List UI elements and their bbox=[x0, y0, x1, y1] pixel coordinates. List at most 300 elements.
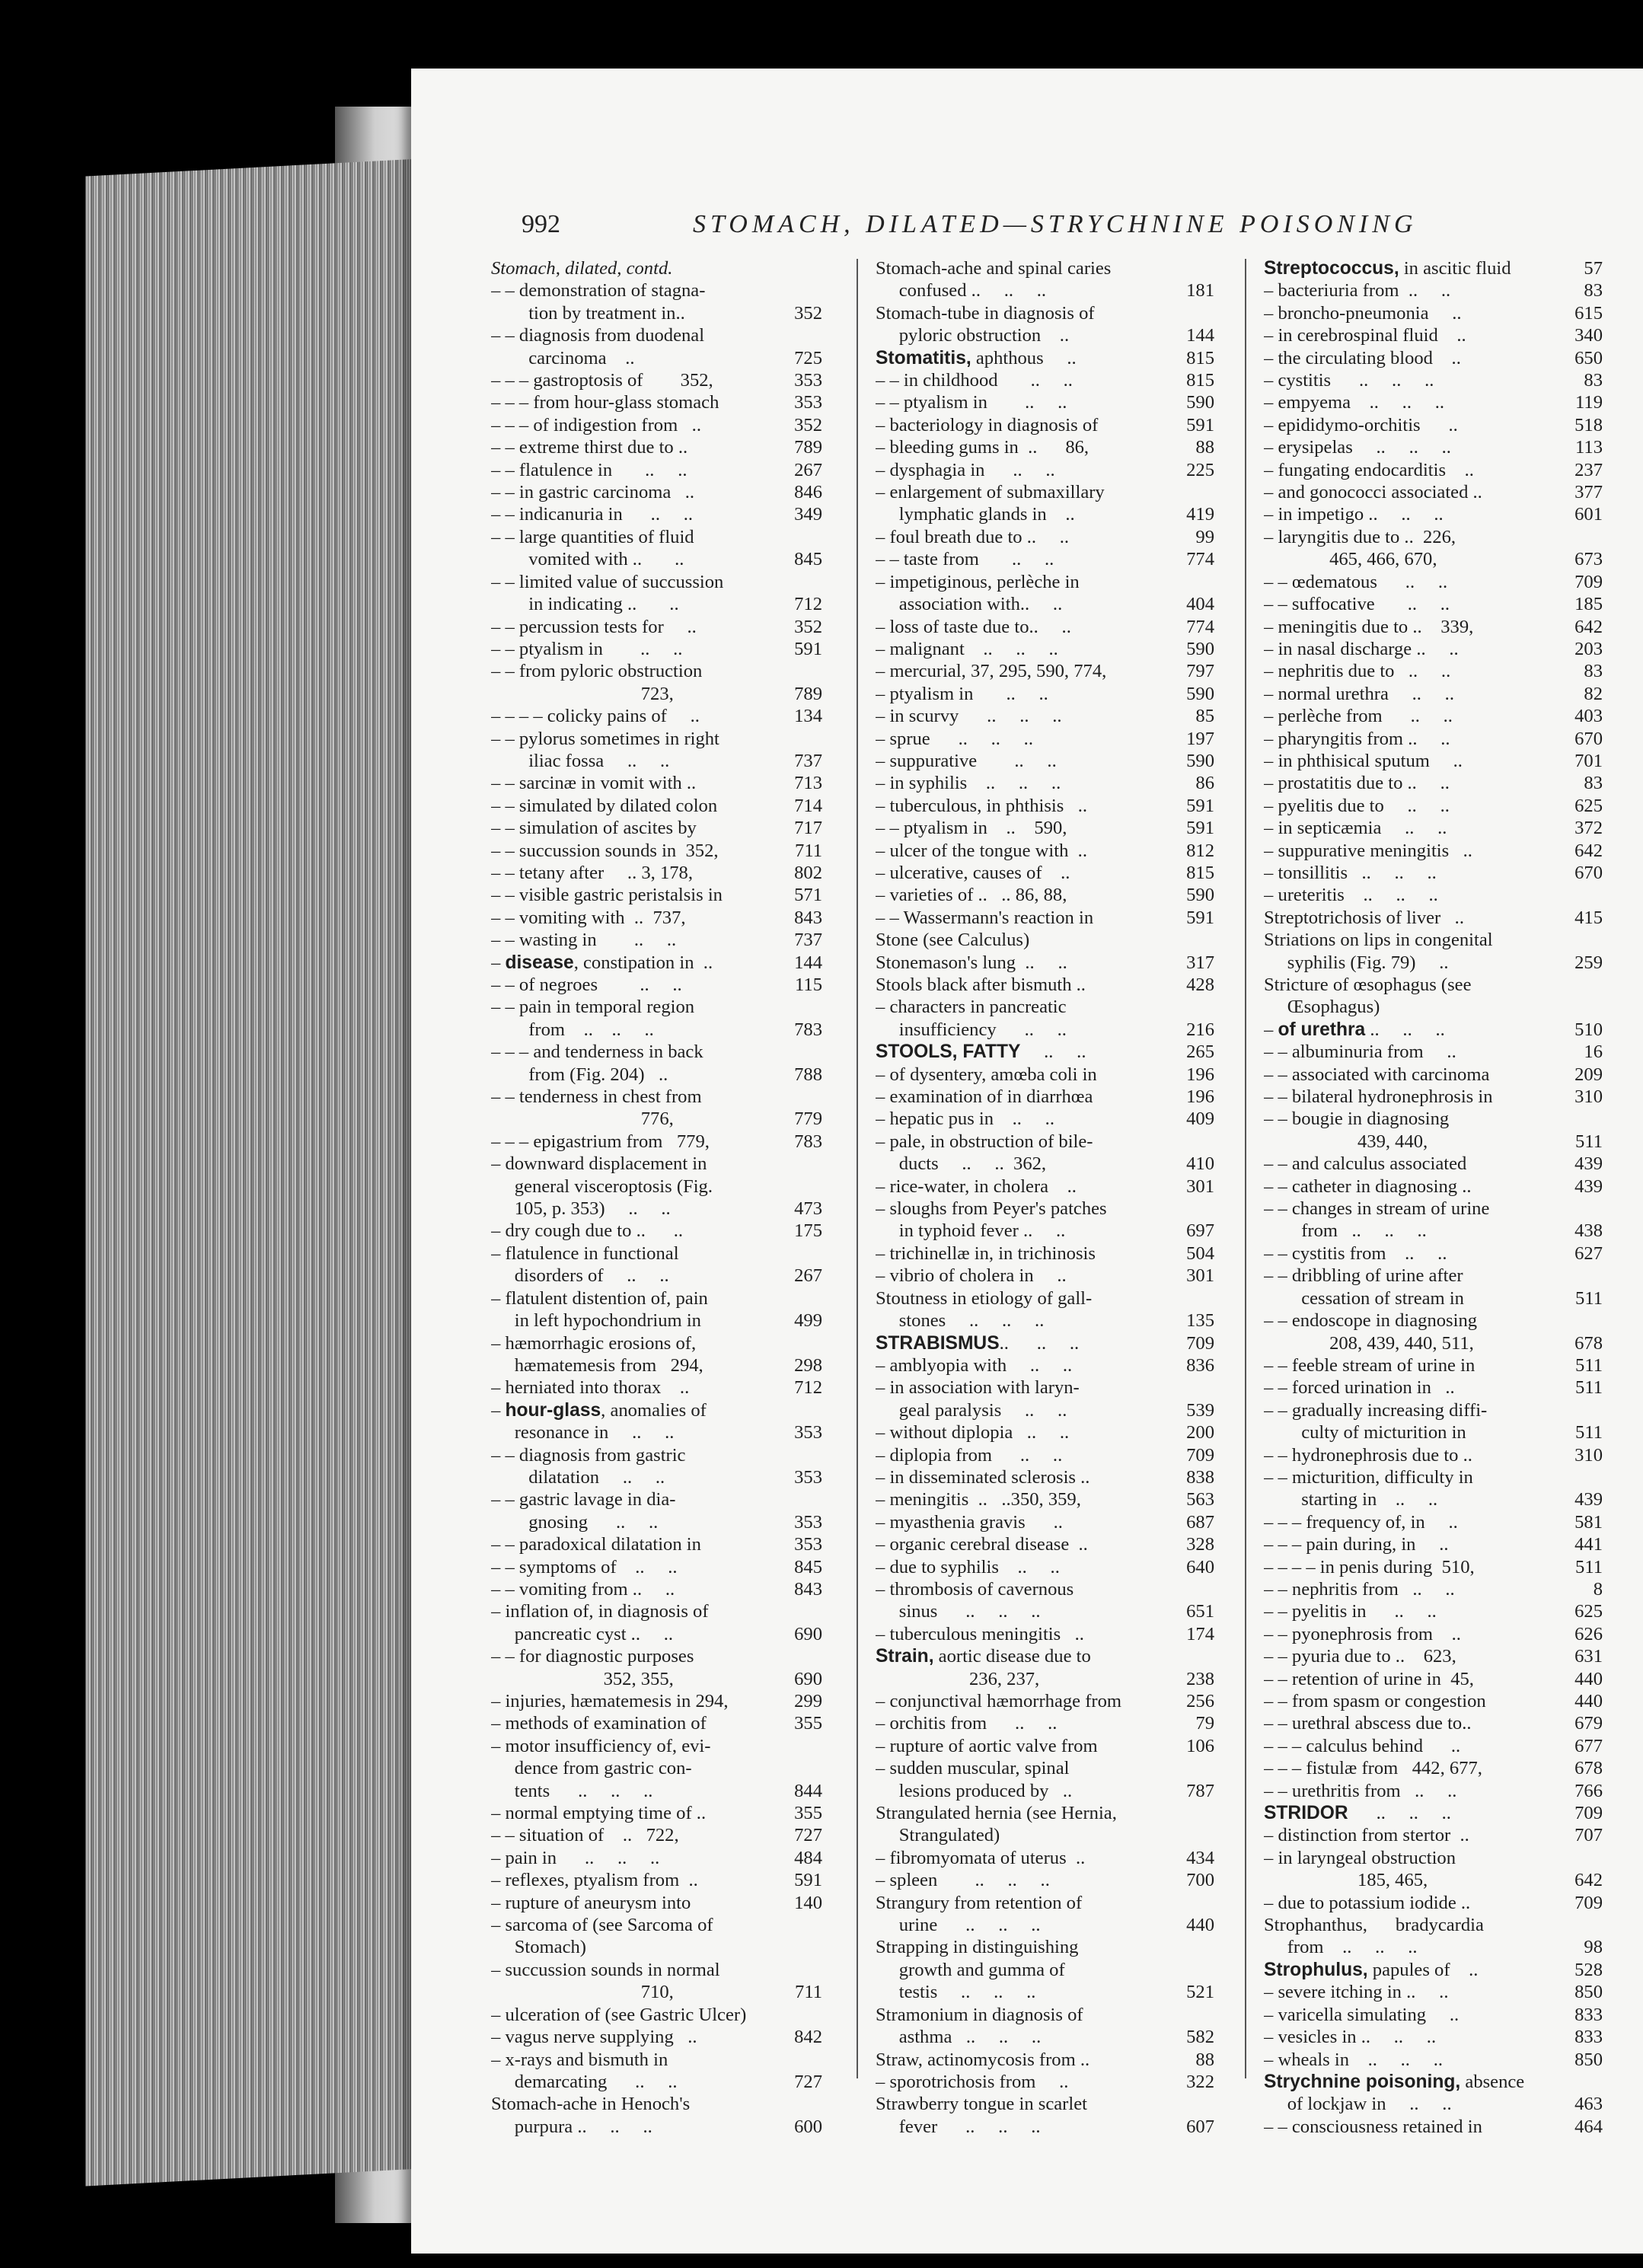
index-entry bbox=[1264, 862, 1603, 884]
index-entry bbox=[1264, 2093, 1603, 2115]
page-reference: 850 bbox=[1574, 2049, 1603, 2070]
index-entry bbox=[876, 257, 1214, 279]
page-reference: 216 bbox=[1186, 1019, 1214, 1040]
index-entry bbox=[876, 1914, 1214, 1936]
index-entry bbox=[876, 369, 1214, 391]
index-entry-text: fever .. .. .. bbox=[876, 2116, 1041, 2137]
page-reference: 678 bbox=[1574, 1332, 1603, 1354]
index-entry-text: – sloughs from Peyer's patches bbox=[876, 1198, 1107, 1220]
index-entry bbox=[876, 660, 1214, 682]
page-reference: 591 bbox=[1186, 414, 1214, 435]
index-entry bbox=[876, 436, 1214, 458]
page-reference: 238 bbox=[1186, 1668, 1214, 1689]
index-entry-text: – perlèche from .. .. bbox=[1264, 706, 1453, 727]
page-reference: 310 bbox=[1574, 1086, 1603, 1108]
index-entry-text: – – percussion tests for .. bbox=[491, 616, 697, 637]
page-reference: 317 bbox=[1186, 952, 1214, 973]
index-entry-text: Stricture of œsophagus (see bbox=[1264, 975, 1472, 995]
index-entry bbox=[491, 459, 822, 481]
book-fore-edge bbox=[85, 158, 420, 2186]
index-entry bbox=[491, 1265, 822, 1287]
index-entry bbox=[491, 1354, 822, 1376]
index-entry bbox=[1264, 772, 1603, 794]
page-reference: 625 bbox=[1574, 1601, 1603, 1622]
page-reference: 711 bbox=[795, 1982, 822, 2003]
index-entry bbox=[1264, 1578, 1603, 1600]
index-entry-text: 105, p. 353) .. .. bbox=[491, 1198, 671, 1220]
index-entry-text: – flatulence in functional bbox=[491, 1242, 679, 1264]
index-entry-text: – – gastric lavage in dia- bbox=[491, 1489, 676, 1510]
index-entry bbox=[1264, 728, 1603, 750]
page-reference: 788 bbox=[794, 1064, 822, 1085]
index-entry-text: – due to syphilis .. .. bbox=[876, 1556, 1060, 1577]
index-entry bbox=[491, 840, 822, 862]
page-reference: 415 bbox=[1574, 907, 1603, 928]
page-reference: 838 bbox=[1186, 1466, 1214, 1488]
index-entry-text: general visceroptosis (Fig. bbox=[491, 1175, 713, 1197]
index-entry bbox=[876, 1959, 1214, 1981]
index-entry bbox=[491, 1533, 822, 1555]
page-reference: 700 bbox=[1186, 1870, 1214, 1891]
page-reference: 815 bbox=[1186, 370, 1214, 391]
index-entry-text: demarcating .. .. bbox=[491, 2071, 678, 2092]
index-entry-text: – motor insufficiency of, evi- bbox=[491, 1735, 711, 1756]
index-entry-text: insufficiency .. .. bbox=[876, 1019, 1067, 1040]
index-entry-text: – – ptyalism in .. .. bbox=[876, 392, 1067, 413]
index-entry-text: 352, 355, bbox=[491, 1668, 674, 1689]
index-entry-text: – – hydronephrosis due to .. bbox=[1264, 1444, 1472, 1466]
index-entry bbox=[876, 1892, 1214, 1914]
page-reference: 196 bbox=[1186, 1086, 1214, 1108]
index-entry-text: STOOLS, FATTY .. .. bbox=[876, 1041, 1086, 1063]
index-entry bbox=[876, 347, 1214, 369]
running-title: STOMACH, DILATED—STRYCHNINE POISONING bbox=[693, 210, 1418, 238]
index-entry-text: of lockjaw in .. .. bbox=[1264, 2094, 1452, 2115]
index-entry bbox=[491, 1332, 822, 1354]
page-reference: 717 bbox=[794, 818, 822, 839]
index-entry-text: Streptococcus, in ascitic fluid bbox=[1264, 258, 1511, 279]
page-reference: 590 bbox=[1186, 885, 1214, 906]
index-entry-text: – – gradually increasing diffi- bbox=[1264, 1399, 1488, 1421]
index-entry bbox=[876, 1220, 1214, 1242]
index-entry bbox=[491, 1198, 822, 1220]
page-reference: 463 bbox=[1574, 2094, 1603, 2115]
index-entry bbox=[1264, 1019, 1603, 1041]
index-entry bbox=[876, 1175, 1214, 1198]
index-entry-text: – – tenderness in chest from bbox=[491, 1086, 702, 1108]
index-entry-text: – varicella simulating .. bbox=[1264, 2004, 1460, 2025]
page-reference: 419 bbox=[1186, 504, 1214, 525]
index-entry-text: STRABISMUS.. .. .. bbox=[876, 1332, 1080, 1354]
index-entry-text: – – retention of urine in 45, bbox=[1264, 1668, 1474, 1689]
index-entry bbox=[876, 1936, 1214, 1958]
index-entry-text: – – bilateral hydronephrosis in bbox=[1264, 1086, 1493, 1108]
index-entry bbox=[876, 548, 1214, 570]
index-entry-text: – in association with laryn- bbox=[876, 1377, 1080, 1399]
page-reference: 410 bbox=[1186, 1153, 1214, 1175]
index-entry bbox=[491, 705, 822, 727]
index-entry-text: vomited with .. .. bbox=[491, 549, 684, 570]
index-entry-text: – – symptoms of .. .. bbox=[491, 1556, 678, 1577]
index-entry bbox=[876, 974, 1214, 996]
index-entry-text: Stramonium in diagnosis of bbox=[876, 2004, 1083, 2025]
index-entry-text: – – tetany after .. 3, 178, bbox=[491, 862, 693, 883]
index-entry-text: – – succussion sounds in 352, bbox=[491, 840, 719, 861]
index-entry bbox=[491, 1556, 822, 1578]
index-entry bbox=[491, 279, 822, 301]
index-entry bbox=[876, 772, 1214, 794]
index-entry bbox=[876, 1444, 1214, 1466]
index-entry bbox=[876, 1309, 1214, 1332]
page-reference: 473 bbox=[794, 1198, 822, 1220]
page-reference: 591 bbox=[1186, 818, 1214, 839]
index-entry bbox=[876, 817, 1214, 839]
index-entry bbox=[876, 884, 1214, 906]
index-entry bbox=[876, 391, 1214, 413]
index-entry-text: Stomach-ache in Henoch's bbox=[491, 2094, 691, 2115]
index-entry-text: gnosing .. .. bbox=[491, 1511, 659, 1533]
index-entry bbox=[1264, 2116, 1603, 2138]
index-entry-text: – methods of examination of bbox=[491, 1713, 707, 1734]
index-entry-text: – myasthenia gravis .. bbox=[876, 1511, 1063, 1533]
index-entry bbox=[876, 2116, 1214, 2138]
index-entry-text: in left hypochondrium in bbox=[491, 1310, 701, 1332]
page-reference: 349 bbox=[794, 504, 822, 525]
page-reference: 670 bbox=[1574, 862, 1603, 883]
page-reference: 355 bbox=[794, 1803, 822, 1824]
index-entry bbox=[876, 1645, 1214, 1667]
index-entry-text: – – – – colicky pains of .. bbox=[491, 706, 700, 727]
index-entry-text: – sudden muscular, spinal bbox=[876, 1758, 1070, 1779]
index-entry bbox=[876, 907, 1214, 929]
index-entry bbox=[876, 683, 1214, 705]
page-reference: 440 bbox=[1574, 1691, 1603, 1711]
page-reference: 774 bbox=[1186, 549, 1214, 570]
index-entry bbox=[876, 1869, 1214, 1891]
index-entry bbox=[1264, 705, 1603, 727]
index-entry bbox=[491, 1444, 822, 1466]
index-entry-text: – – diagnosis from gastric bbox=[491, 1444, 686, 1466]
page-reference: 607 bbox=[1186, 2116, 1214, 2137]
index-entry-text: – – – frequency of, in .. bbox=[1264, 1511, 1458, 1533]
page-reference: 679 bbox=[1574, 1713, 1603, 1734]
page-reference: 714 bbox=[794, 795, 822, 816]
index-entry bbox=[491, 302, 822, 324]
page-number: 992 bbox=[522, 210, 560, 238]
index-entry-text: – nephritis due to .. .. bbox=[1264, 661, 1451, 682]
index-entry bbox=[491, 2093, 822, 2115]
index-entry bbox=[876, 1399, 1214, 1421]
index-entry-text: – – – fistulæ from 442, 677, bbox=[1264, 1758, 1482, 1779]
page-reference: 651 bbox=[1186, 1601, 1214, 1622]
page-reference: 267 bbox=[794, 459, 822, 480]
index-entry bbox=[1264, 279, 1603, 301]
index-entry bbox=[1264, 1824, 1603, 1846]
page-reference: 670 bbox=[1574, 728, 1603, 749]
index-entry-text: – reflexes, ptyalism from .. bbox=[491, 1870, 698, 1891]
index-entry bbox=[1264, 1959, 1603, 1981]
index-entry bbox=[491, 817, 822, 839]
index-entry-text: – broncho-pneumonia .. bbox=[1264, 302, 1462, 324]
index-entry-text: Stomach, dilated, contd. bbox=[491, 258, 673, 279]
index-entry bbox=[876, 1019, 1214, 1041]
index-entry bbox=[876, 1354, 1214, 1376]
page-reference: 209 bbox=[1574, 1064, 1603, 1085]
index-entry bbox=[1264, 302, 1603, 324]
page-reference: 16 bbox=[1584, 1041, 1603, 1063]
index-entry-text: testis .. .. .. bbox=[876, 1982, 1036, 2003]
page-reference: 789 bbox=[794, 437, 822, 458]
page-reference: 328 bbox=[1186, 1534, 1214, 1555]
page-reference: 642 bbox=[1574, 616, 1603, 637]
index-entry-text: – suppurative meningitis .. bbox=[1264, 840, 1472, 861]
page-reference: 237 bbox=[1574, 459, 1603, 480]
index-entry-text: – – changes in stream of urine bbox=[1264, 1198, 1490, 1220]
index-entry-text: – varieties of .. .. 86, 88, bbox=[876, 885, 1067, 906]
index-entry-text: – – from pyloric obstruction bbox=[491, 661, 703, 682]
index-entry-text: – laryngitis due to .. 226, bbox=[1264, 526, 1456, 547]
index-entry bbox=[491, 1600, 822, 1622]
index-entry-text: asthma .. .. .. bbox=[876, 2027, 1042, 2048]
index-entry-text: – – Wassermann's reaction in bbox=[876, 907, 1094, 928]
index-entry-text: sinus .. .. .. bbox=[876, 1601, 1041, 1622]
page-reference: 844 bbox=[794, 1780, 822, 1801]
page-reference: 518 bbox=[1574, 414, 1603, 435]
page-reference: 709 bbox=[1574, 1803, 1603, 1824]
index-entry bbox=[491, 481, 822, 503]
page-reference: 843 bbox=[794, 1578, 822, 1600]
index-entry-text: – – micturition, difficulty in bbox=[1264, 1466, 1473, 1488]
page-reference: 377 bbox=[1574, 482, 1603, 503]
index-entry bbox=[491, 1242, 822, 1265]
index-entry-text: – flatulent distention of, pain bbox=[491, 1287, 708, 1309]
page-reference: 843 bbox=[794, 907, 822, 928]
index-entry-text: – – associated with carcinoma bbox=[1264, 1064, 1490, 1085]
page-reference: 615 bbox=[1574, 302, 1603, 324]
index-entry-text: – – in gastric carcinoma .. bbox=[491, 482, 695, 503]
page-reference: 504 bbox=[1186, 1242, 1214, 1264]
index-entry bbox=[1264, 459, 1603, 481]
index-entry-text: – sprue .. .. .. bbox=[876, 728, 1033, 749]
index-entry-text: – in scurvy .. .. .. bbox=[876, 706, 1062, 727]
index-entry bbox=[1264, 840, 1603, 862]
page-reference: 438 bbox=[1574, 1220, 1603, 1242]
index-entry bbox=[491, 1108, 822, 1130]
page-reference: 134 bbox=[794, 706, 822, 727]
index-entry bbox=[1264, 1421, 1603, 1443]
index-entry bbox=[876, 1578, 1214, 1600]
index-entry-text: – thrombosis of cavernous bbox=[876, 1578, 1074, 1600]
index-entry bbox=[491, 974, 822, 996]
index-entry bbox=[491, 1399, 822, 1421]
index-entry-text: – characters in pancreatic bbox=[876, 997, 1067, 1018]
index-entry bbox=[1264, 660, 1603, 682]
index-entry bbox=[491, 1668, 822, 1690]
index-entry-text: – pyelitis due to .. .. bbox=[1264, 795, 1450, 816]
index-entry bbox=[876, 571, 1214, 593]
index-entry bbox=[876, 1131, 1214, 1153]
page-reference: 727 bbox=[794, 2071, 822, 2092]
index-entry-text: – – pylorus sometimes in right bbox=[491, 728, 719, 749]
index-entry-text: starting in .. .. bbox=[1264, 1489, 1438, 1510]
index-entry-text: Striations on lips in congenital bbox=[1264, 930, 1493, 951]
index-entry-text: – dry cough due to .. .. bbox=[491, 1220, 684, 1242]
index-entry bbox=[1264, 1265, 1603, 1287]
index-entry bbox=[491, 750, 822, 772]
index-entry-text: – – pyelitis in .. .. bbox=[1264, 1601, 1437, 1622]
index-entry-text: Strawberry tongue in scarlet bbox=[876, 2094, 1087, 2115]
index-entry-text: – hæmorrhagic erosions of, bbox=[491, 1332, 697, 1354]
page-reference: 464 bbox=[1574, 2116, 1603, 2137]
index-entry bbox=[1264, 1086, 1603, 1108]
index-entry-text: – in nasal discharge .. .. bbox=[1264, 638, 1459, 659]
index-entry bbox=[1264, 1399, 1603, 1421]
index-entry-text: – prostatitis due to .. .. bbox=[1264, 773, 1450, 794]
page-reference: 298 bbox=[794, 1354, 822, 1376]
index-entry-text: from .. .. .. bbox=[1264, 1937, 1418, 1958]
index-entry-text: urine .. .. .. bbox=[876, 1915, 1041, 1936]
page-reference: 631 bbox=[1574, 1646, 1603, 1667]
page-reference: 539 bbox=[1186, 1399, 1214, 1421]
index-entry bbox=[876, 1556, 1214, 1578]
index-entry bbox=[876, 728, 1214, 750]
index-entry-text: – dysphagia in .. .. bbox=[876, 459, 1055, 480]
index-entry bbox=[876, 795, 1214, 817]
index-entry bbox=[491, 1041, 822, 1063]
index-entry bbox=[491, 347, 822, 369]
index-entry-text: – – – calculus behind .. bbox=[1264, 1735, 1461, 1756]
index-entry-text: – injuries, hæmatemesis in 294, bbox=[491, 1691, 729, 1711]
page-reference: 833 bbox=[1574, 2027, 1603, 2048]
index-entry-text: – – – epigastrium from 779, bbox=[491, 1131, 710, 1152]
page-reference: 701 bbox=[1574, 750, 1603, 771]
index-entry bbox=[491, 593, 822, 615]
page-reference: 439 bbox=[1574, 1153, 1603, 1175]
index-entry bbox=[1264, 929, 1603, 951]
index-entry bbox=[491, 1690, 822, 1712]
index-entry bbox=[491, 884, 822, 906]
page-reference: 200 bbox=[1186, 1422, 1214, 1443]
index-entry-text: Straw, actinomycosis from .. bbox=[876, 2049, 1090, 2070]
index-entry bbox=[1264, 683, 1603, 705]
index-entry bbox=[1264, 1533, 1603, 1555]
index-entry bbox=[1264, 1847, 1603, 1869]
index-entry bbox=[491, 638, 822, 660]
page-reference: 797 bbox=[1186, 661, 1214, 682]
index-entry-text: – and gonococci associated .. bbox=[1264, 482, 1482, 503]
index-entry bbox=[876, 705, 1214, 727]
page-reference: 440 bbox=[1186, 1915, 1214, 1936]
index-entry-text: – – of negroes .. .. bbox=[491, 975, 682, 995]
page-reference: 690 bbox=[794, 1623, 822, 1644]
page-reference: 440 bbox=[1574, 1668, 1603, 1689]
index-entry bbox=[1264, 526, 1603, 548]
index-entry-text: – in impetigo .. .. .. bbox=[1264, 504, 1444, 525]
page-reference: 404 bbox=[1186, 594, 1214, 615]
page-reference: 144 bbox=[1186, 325, 1214, 346]
index-entry bbox=[491, 1623, 822, 1645]
page-reference: 353 bbox=[794, 370, 822, 391]
page-reference: 521 bbox=[1186, 1982, 1214, 2003]
index-entry bbox=[1264, 1041, 1603, 1063]
index-entry bbox=[491, 1488, 822, 1510]
page-reference: 737 bbox=[794, 930, 822, 951]
index-entry-text: Stools black after bismuth .. bbox=[876, 975, 1086, 995]
index-entry bbox=[876, 750, 1214, 772]
index-entry-text: – loss of taste due to.. .. bbox=[876, 616, 1071, 637]
index-entry-text: – hour-glass, anomalies of bbox=[491, 1399, 707, 1421]
index-entry bbox=[1264, 1556, 1603, 1578]
index-entry-text: – cystitis .. .. .. bbox=[1264, 370, 1434, 391]
index-column-2 bbox=[876, 257, 1214, 2138]
index-entry bbox=[491, 526, 822, 548]
page-reference: 787 bbox=[1186, 1780, 1214, 1801]
page-reference: 434 bbox=[1186, 1847, 1214, 1868]
index-entry-text: geal paralysis .. .. bbox=[876, 1399, 1067, 1421]
index-entry bbox=[491, 1780, 822, 1802]
page-reference: 353 bbox=[794, 1534, 822, 1555]
index-entry bbox=[491, 2026, 822, 2048]
page-reference: 528 bbox=[1574, 1959, 1603, 1980]
index-entry-text: – rupture of aortic valve from bbox=[876, 1735, 1098, 1756]
page-reference: 98 bbox=[1584, 1937, 1603, 1958]
index-entry bbox=[491, 1019, 822, 1041]
index-entry-text: – meningitis due to .. 339, bbox=[1264, 616, 1474, 637]
index-entry bbox=[1264, 481, 1603, 503]
index-entry-text: from .. .. .. bbox=[491, 1019, 654, 1040]
index-entry bbox=[491, 1847, 822, 1869]
index-entry-text: – trichinellæ in, in trichinosis bbox=[876, 1242, 1096, 1264]
index-entry bbox=[876, 2026, 1214, 2048]
index-entry-text: – – indicanuria in .. .. bbox=[491, 504, 694, 525]
index-entry-text: cessation of stream in bbox=[1264, 1287, 1464, 1309]
index-entry bbox=[876, 503, 1214, 525]
column-divider bbox=[1245, 259, 1246, 2078]
index-entry bbox=[1264, 347, 1603, 369]
index-entry bbox=[1264, 952, 1603, 974]
page-reference: 582 bbox=[1186, 2027, 1214, 2048]
index-entry-text: lesions produced by .. bbox=[876, 1780, 1073, 1801]
index-entry-text: – – pyuria due to .. 623, bbox=[1264, 1646, 1456, 1667]
index-entry-text: – – cystitis from .. .. bbox=[1264, 1242, 1447, 1264]
index-entry bbox=[1264, 1376, 1603, 1399]
index-entry-text: – – and calculus associated bbox=[1264, 1153, 1467, 1175]
index-entry-text: Strangulated hernia (see Hernia, bbox=[876, 1803, 1117, 1824]
page-reference: 403 bbox=[1574, 706, 1603, 727]
index-entry-text: – – diagnosis from duodenal bbox=[491, 325, 705, 346]
page-reference: 766 bbox=[1574, 1780, 1603, 1801]
index-entry-text: – ptyalism in .. .. bbox=[876, 683, 1048, 704]
index-entry-text: resonance in .. .. bbox=[491, 1422, 675, 1443]
page-reference: 115 bbox=[795, 975, 822, 995]
index-entry-text: – pharyngitis from .. .. bbox=[1264, 728, 1450, 749]
index-entry-text: – in septicæmia .. .. bbox=[1264, 818, 1447, 839]
index-entry bbox=[876, 1466, 1214, 1488]
page-reference: 144 bbox=[794, 952, 822, 973]
index-entry bbox=[876, 616, 1214, 638]
page-reference: 510 bbox=[1574, 1019, 1603, 1040]
page-reference: 83 bbox=[1584, 661, 1603, 682]
index-entry bbox=[876, 414, 1214, 436]
page-reference: 196 bbox=[1186, 1064, 1214, 1085]
page-reference: 135 bbox=[1186, 1310, 1214, 1332]
index-entry bbox=[876, 929, 1214, 951]
index-entry bbox=[1264, 1600, 1603, 1622]
index-entry-text: – bleeding gums in .. 86, bbox=[876, 437, 1089, 458]
index-entry-text: Stomach-ache and spinal caries bbox=[876, 258, 1112, 279]
index-entry bbox=[491, 548, 822, 570]
page-reference: 783 bbox=[794, 1019, 822, 1040]
